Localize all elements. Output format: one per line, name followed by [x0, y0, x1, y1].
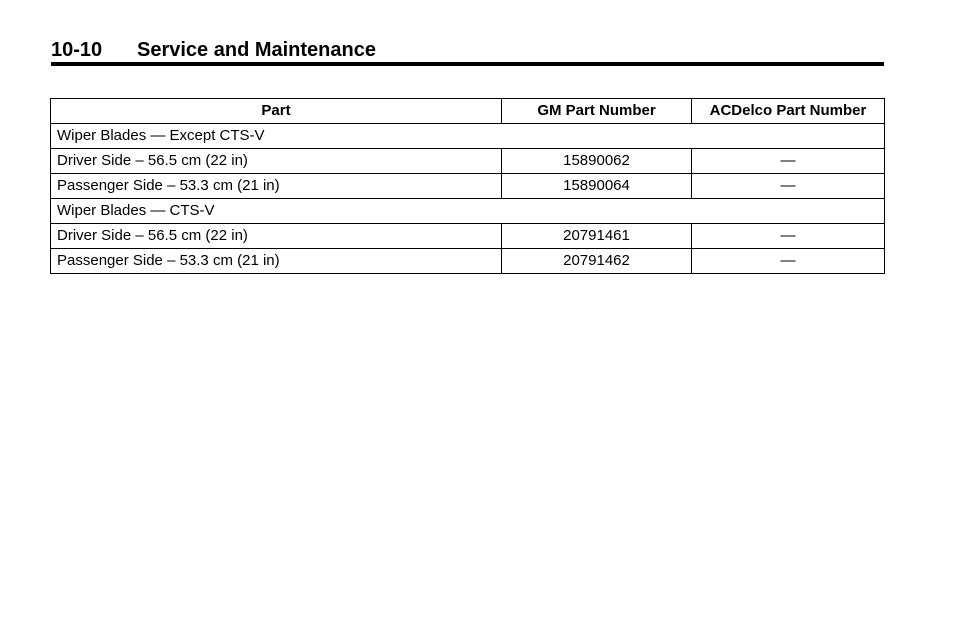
table-row — [51, 249, 885, 274]
page-header — [51, 38, 884, 62]
part-name-cell: Driver Side – 56.5 cm (22 in) — [51, 224, 502, 249]
table-row — [51, 149, 885, 174]
table-row — [51, 174, 885, 199]
acdelco-part-number-cell: — — [692, 174, 885, 199]
acdelco-part-number-cell: — — [692, 149, 885, 174]
table-group-row — [51, 124, 885, 149]
gm-part-number-cell: 20791462 — [502, 249, 692, 274]
table-header-row — [51, 99, 885, 124]
page-number: 10-10 — [51, 39, 103, 61]
part-name-cell: Passenger Side – 53.3 cm (21 in) — [51, 174, 502, 199]
column-header-gm-part-number: GM Part Number — [502, 99, 692, 124]
gm-part-number-cell: 15890062 — [502, 149, 692, 174]
group-title: Wiper Blades — Except CTS-V — [51, 124, 885, 149]
section-title: Service and Maintenance — [137, 39, 376, 61]
column-header-acdelco-part-number: ACDelco Part Number — [692, 99, 885, 124]
header-rule — [51, 62, 884, 66]
group-title: Wiper Blades — CTS-V — [51, 199, 885, 224]
column-header-part: Part — [51, 99, 502, 124]
table-row — [51, 224, 885, 249]
acdelco-part-number-cell: — — [692, 224, 885, 249]
table-group-row — [51, 199, 885, 224]
parts-table — [50, 98, 885, 274]
part-name-cell: Passenger Side – 53.3 cm (21 in) — [51, 249, 502, 274]
gm-part-number-cell: 15890064 — [502, 174, 692, 199]
acdelco-part-number-cell: — — [692, 249, 885, 274]
gm-part-number-cell: 20791461 — [502, 224, 692, 249]
part-name-cell: Driver Side – 56.5 cm (22 in) — [51, 149, 502, 174]
